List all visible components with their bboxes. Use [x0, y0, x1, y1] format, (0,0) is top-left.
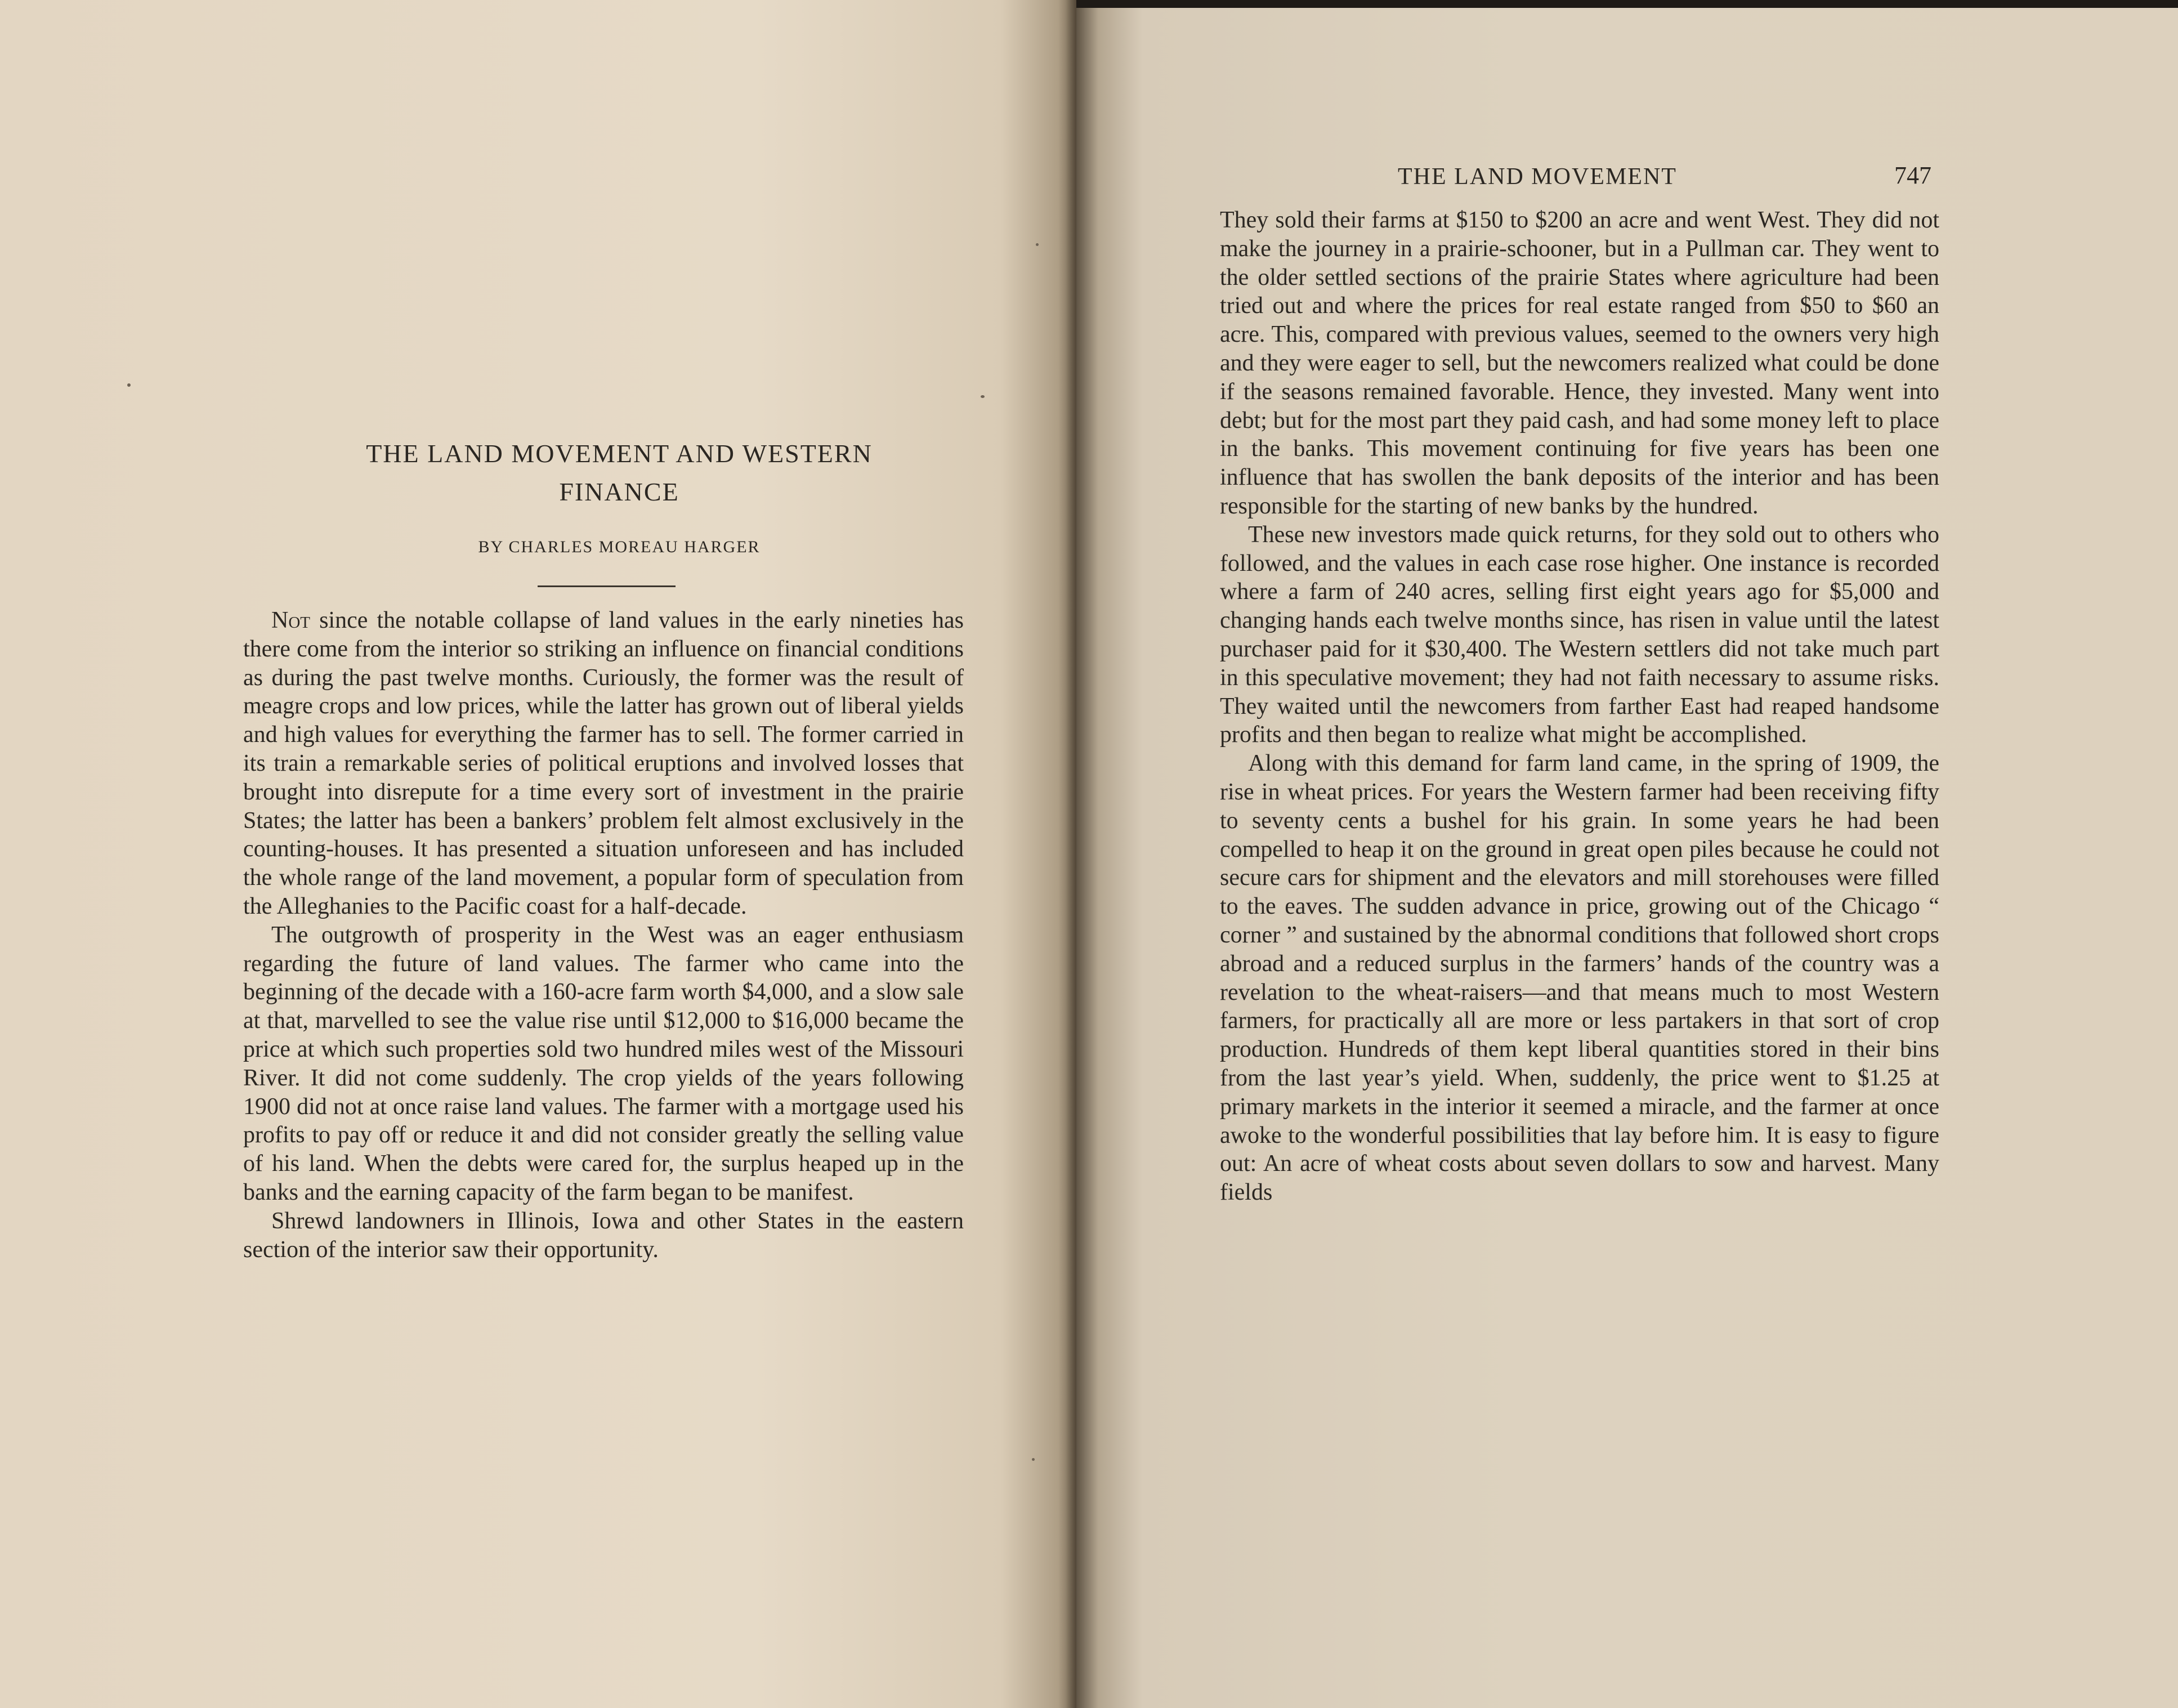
right-column-text [1220, 206, 1939, 1207]
paragraph-text: since the notable collapse of land values in the early nineties has there come from the interior so striking an influence on financial conditions as during the past twelve months. Curiously, the former was the result of meagre crops and low prices, while the latter has grown out of liberal yields and high values for everything the farmer has to sell. The former carried in its train a remarkable series of political eruptions and involved losses that brought into disrepute for a time every sort of investment in the prairie States; the latter has been a bankers’ problem felt almost exclusively in the counting-houses. It has presented a situation unforeseen and has included the whole range of the land movement, a popular form of speculation from the Alleghanies to the Pacific coast for a half-decade. [243, 607, 964, 919]
article-title-line-1: THE LAND MOVEMENT AND WESTERN [366, 439, 873, 468]
byline: BY CHARLES MOREAU HARGER [478, 538, 761, 556]
paragraph [243, 606, 964, 921]
page-number: 747 [1894, 162, 1931, 189]
left-column-text [243, 606, 964, 1264]
page-top-edge [1076, 0, 2178, 8]
article-title [242, 435, 996, 511]
article-title-line-2: FINANCE [559, 477, 679, 506]
paragraph: They sold their farms at $150 to $200 an acre and went West. They did not make the journey in a prairie-schooner, but in a Pullman car. They went to the older settled sections of the prairie States where agriculture had been tried out and where the prices for real estate ranged from $50 to $60 an acre. This, compared with previous values, seemed to the owners very high and they were eager to sell, but the newcomers realized what could be done if the seasons remained favorable. Hence, they invested. Many went into debt; but for the most part they paid cash, and had some money left to place in the banks. This movement continuing for five years has been one influence that has swollen the bank deposits of the interior and has been responsible for the starting of new banks by the hundred. [1220, 207, 1939, 519]
running-head: THE LAND MOVEMENT [1398, 164, 1677, 190]
paragraph: Shrewd landowners in Illinois, Iowa and other States in the eastern section of the interior saw their opportunity. [243, 1208, 964, 1263]
left-page [0, 0, 1076, 1708]
right-page [1076, 0, 2178, 1708]
opening-small-caps: Not [271, 607, 310, 633]
paragraph: The outgrowth of prosperity in the West was an eager enthusiasm regarding the future of land values. The farmer who came into the beginning of the decade with a 160-acre farm worth $4,000, and a slow sale at that, marvelled to see the value rise until $12,000 to $16,000 became the price at which such properties sold two hundred miles west of the Missouri River. It did not come suddenly. The crop yields of the years following 1900 did not at once raise land values. The farmer with a mortgage used his profits to pay off or reduce it and did not consider greatly the selling value of his land. When the debts were cared for, the surplus heaped up in the banks and the earning capacity of the farm began to be manifest. [243, 922, 964, 1205]
paragraph: Along with this demand for farm land came, in the spring of 1909, the rise in wheat prices. For years the Western farmer had been receiving fifty to seventy cents a bushel for his grain. In some years he had been compelled to heap it on the ground in great open piles because he could not secure cars for shipment and the elevators and mill storehouses were filled to the eaves. The sudden advance in price, growing out of the Chicago “ corner ” and sustained by the abnormal conditions that followed short crops abroad and a reduced surplus in the farmers’ hands of the country was a revelation to the wheat-raisers—and that means much to most Western farmers, for practically all are more or less partakers in that sort of crop production. Hundreds of them kept liberal quantities stored in their bins from the last year’s yield. When, suddenly, the price went to $1.25 at primary markets in the interior it seemed a miracle, and the farmer at once awoke to the wonderful possibilities that lay before him. It is easy to figure out: An acre of wheat costs about seven dollars to sow and harvest. Many fields [1220, 750, 1939, 1206]
title-rule [538, 585, 676, 587]
paragraph: These new investors made quick returns, for they sold out to others who followed, and the values in each case rose higher. One instance is recorded where a farm of 240 acres, selling first eight years ago for $5,000 and changing hands each twelve months since, has risen in value until the latest purchaser paid for it $30,400. The Western settlers did not take much part in this speculative movement; they had not faith necessary to assume risks. They waited until the newcomers from farther East had reaped handsome profits and then began to realize what might be accomplished. [1220, 521, 1939, 748]
